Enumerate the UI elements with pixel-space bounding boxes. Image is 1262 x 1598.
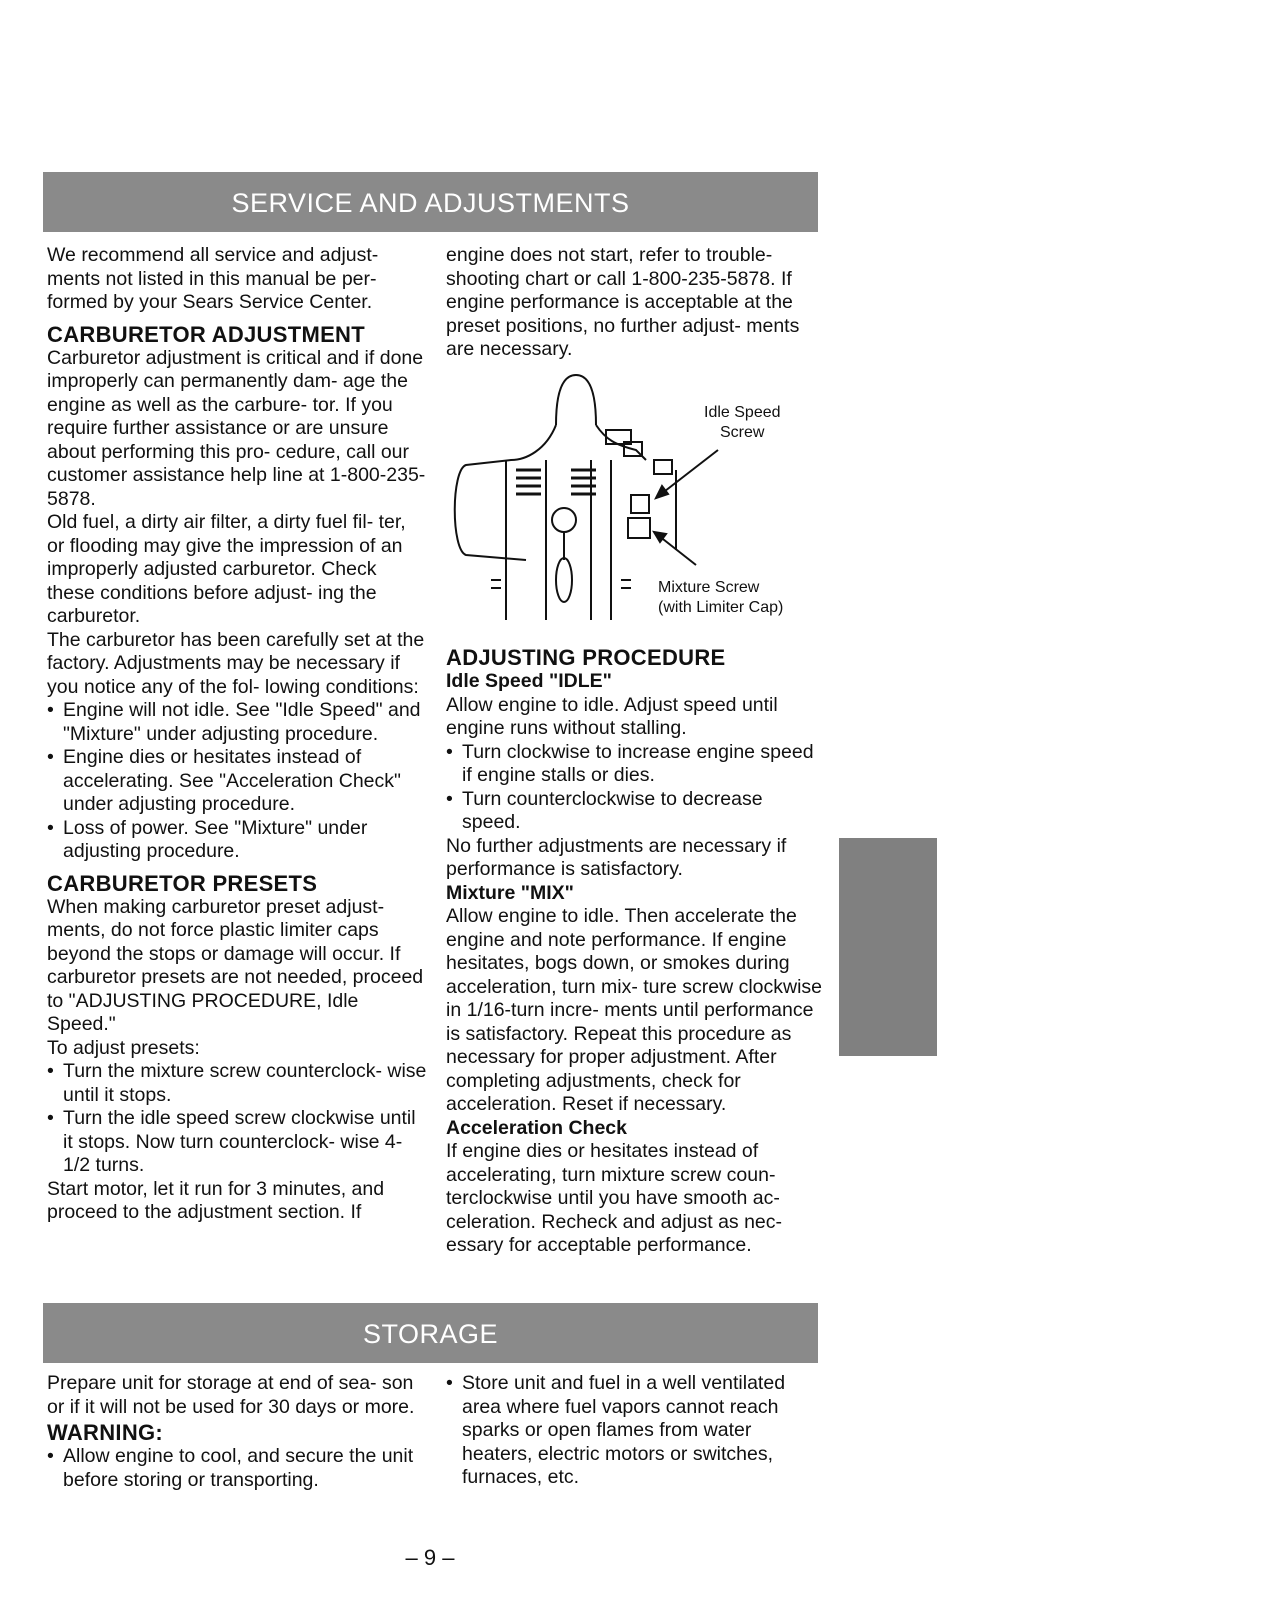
list-item: • Turn clockwise to increase engine speed if engine stalls or dies.	[446, 741, 826, 788]
storage-banner	[43, 1303, 818, 1363]
carb-adj-conditions-list	[47, 699, 427, 864]
carb-presets-paragraph-3: Start motor, let it run for 3 minutes, and proceed to the adjustment section. If	[47, 1177, 385, 1223]
carb-presets-paragraph-2: To adjust presets:	[47, 1036, 200, 1059]
idle-speed-paragraph-2: No further adjustments are necessary if performance is satisfactory.	[446, 834, 787, 880]
page-number: – 9 –	[405, 1545, 455, 1570]
storage-right-column	[446, 1372, 826, 1490]
list-item: • Engine will not idle. See "Idle Speed" and "Mixture" under adjusting procedure.	[47, 699, 427, 746]
list-item: • Loss of power. See "Mixture" under adjusting procedure.	[47, 817, 427, 864]
carb-presets-list	[47, 1060, 427, 1178]
service-banner-title: SERVICE AND ADJUSTMENTS	[231, 188, 630, 218]
acceleration-check-heading: Acceleration Check	[446, 1116, 627, 1139]
idle-speed-paragraph: Allow engine to idle. Adjust speed until engine runs without stalling.	[446, 693, 778, 739]
list-item: • Turn counterclockwise to decrease speed.	[446, 788, 826, 835]
mixture-label-line1: Mixture Screw	[658, 579, 760, 596]
list-item: • Allow engine to cool, and secure the unit before storing or transporting.	[47, 1445, 427, 1492]
list-item: • Engine dies or hesitates instead of accelerating. See "Acceleration Check" under adjusting procedure.	[47, 746, 427, 817]
service-right-column	[446, 244, 826, 362]
mixture-heading: Mixture "MIX"	[446, 881, 574, 904]
mixture-screw-icon	[628, 518, 650, 538]
adjusting-procedure-section	[446, 646, 826, 1258]
adjusting-procedure-heading: ADJUSTING PROCEDURE	[446, 645, 726, 670]
service-intro: We recommend all service and adjust- ments not listed in this manual be per- formed by your Sears Service Center.	[47, 244, 379, 313]
list-item: • Turn the mixture screw counterclock- wise until it stops.	[47, 1060, 427, 1107]
mixture-paragraph: Allow engine to idle. Then accelerate the engine and note performance. If engine hesitates, bogs down, or smokes during acceleration, turn mix- ture screw clockwise in 1/16-turn incre- ments until performance is satisfactory. Repeat this procedure as necessary for proper adjustment. After completing adjustments, check for acceleration. Reset if necessary.	[446, 905, 823, 1115]
warning-heading: WARNING:	[47, 1420, 164, 1445]
idle-speed-label-line2: Screw	[720, 424, 765, 441]
section-tab-marker	[839, 838, 937, 1056]
idle-speed-list	[446, 741, 826, 835]
storage-paragraph: Prepare unit for storage at end of sea- son or if it will not be used for 30 days or more.	[47, 1372, 415, 1418]
storage-right-list	[446, 1372, 826, 1490]
service-left-column	[47, 244, 427, 1225]
list-item: • Store unit and fuel in a well ventilated area where fuel vapors cannot reach sparks or open flames from water heaters, electric motors or switches, furnaces, etc.	[446, 1372, 826, 1490]
list-item: • Turn the idle speed screw clockwise until it stops. Now turn counterclock- wise 4-1/2 turns.	[47, 1107, 427, 1178]
storage-left-column	[47, 1372, 427, 1492]
carb-presets-paragraph-1: When making carburetor preset adjust- ments, do not force plastic limiter caps beyond the stops or damage will occur. If carburetor presets are not needed, proceed to "ADJUSTING PROCEDURE, Idle Speed."	[47, 895, 424, 1035]
carburetor-adjustment-heading: CARBURETOR ADJUSTMENT	[47, 321, 365, 347]
choke-knob	[552, 508, 576, 532]
carb-adj-paragraph-2: Old fuel, a dirty air filter, a dirty fuel fil- ter, or flooding may give the impression of an improperly adjusted carburetor. Check these conditions before adjust- ing the carburetor.	[47, 511, 406, 627]
storage-left-list	[47, 1445, 427, 1492]
acceleration-check-paragraph: If engine dies or hesitates instead of accelerating, turn mixture screw coun- terclockwise until you have smooth ac- celeration. Recheck and adjust as nec- essary for acceptable performance.	[446, 1140, 783, 1256]
mixture-label-line2: (with Limiter Cap)	[658, 599, 784, 616]
carb-adj-paragraph-1: Carburetor adjustment is critical and if done improperly can permanently dam- age the engine as well as the carbure- tor. If you require further assistance or are unsure about performing this pro- cedure, call our customer assistance help line at 1-800-235-5878.	[47, 346, 426, 510]
idle-screw-icon	[631, 495, 649, 513]
storage-banner-title: STORAGE	[362, 1319, 499, 1349]
right-intro-paragraph: engine does not start, refer to trouble- shooting chart or call 1-800-235-5878. If engine performance is acceptable at the preset positions, no further adjust- ments are necessary.	[446, 244, 800, 360]
carb-adj-paragraph-3: The carburetor has been carefully set at the factory. Adjustments may be necessary if you notice any of the fol- lowing conditions:	[47, 628, 425, 698]
service-banner	[43, 172, 818, 232]
idle-speed-label-line1: Idle Speed	[704, 404, 781, 421]
carburetor-presets-heading: CARBURETOR PRESETS	[47, 870, 318, 896]
carburetor-diagram	[446, 370, 826, 630]
primer-bulb-outline	[556, 375, 596, 425]
idle-speed-heading: Idle Speed "IDLE"	[446, 670, 612, 692]
